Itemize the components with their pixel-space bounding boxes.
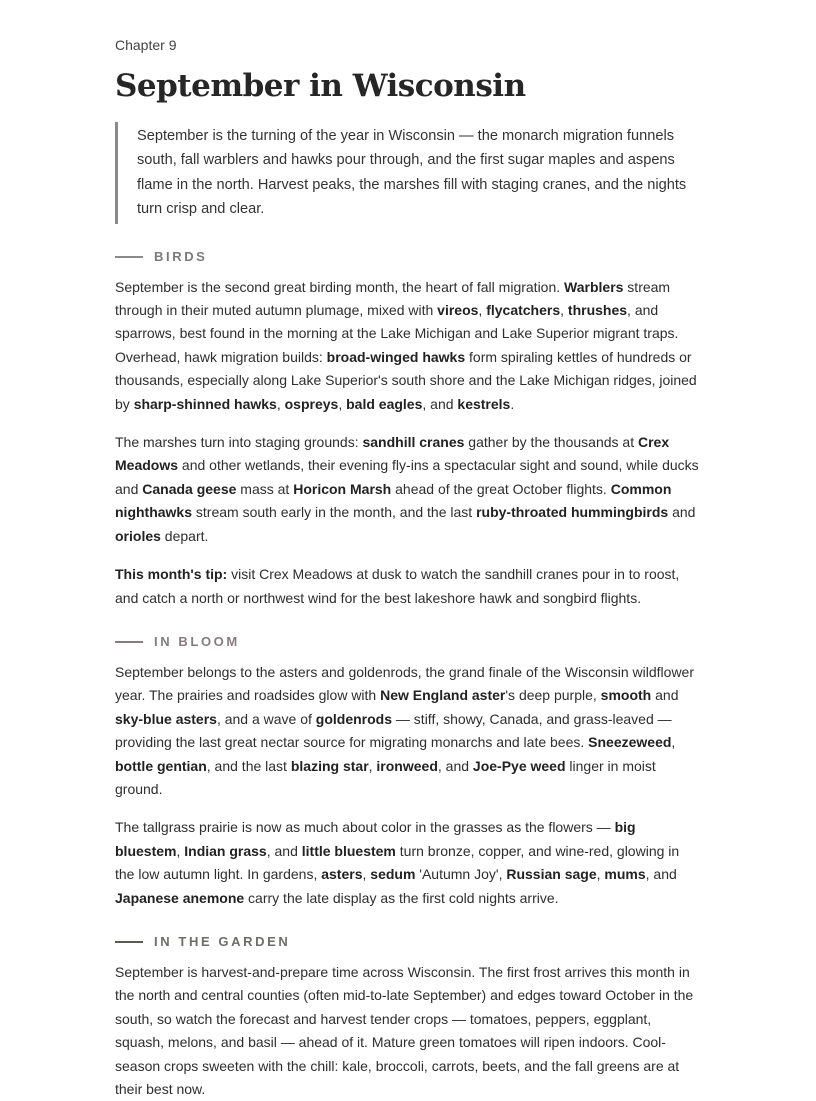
bold-term: Joe-Pye weed — [472, 757, 566, 774]
bold-term: big bluestem — [115, 819, 636, 859]
bold-term: Canada geese — [142, 480, 237, 497]
paragraph: September is the second great birding month, the heart of fall migration. Warblers stream through in their muted autumn plumage, mixed with vireos, flycatchers, thrushes, and sparrows, best found in the morning at the Lake Michigan and Lake Superior migrant traps. Overhead, hawk migration builds: broad-winged hawks form spiraling kettles of hundreds or thousands, especially along Lake Superior's south shore and the Lake Michigan ridges, joined by sharp-shinned hawks, ospreys, bald eagles, and kestrels. — [115, 278, 697, 412]
bold-term: Common nighthawks — [115, 480, 672, 521]
bold-term: This month's tip: — [115, 566, 228, 583]
bold-term: broad-winged hawks — [326, 348, 466, 365]
heading-rule — [115, 641, 143, 643]
section-heading-label: IN THE GARDEN — [154, 934, 291, 950]
bold-term: thrushes — [567, 302, 628, 319]
section-heading-in-the-garden — [115, 933, 701, 951]
paragraph: The tallgrass prairie is now as much about color in the grasses as the flowers — big bluestem, Indian grass, and little bluestem turn bronze, copper, and wine-red, glowing in the low autumn light. In gardens, asters, sedum 'Autumn Joy', Russian sage, mums, and Japanese anemone carry the late display as the first cold nights arrive. — [115, 819, 680, 906]
paragraph: September belongs to the asters and goldenrods, the grand finale of the Wisconsin wildflower year. The prairies and roadsides glow with New England aster's deep purple, smooth and sky-blue asters, and a wave of goldenrods — stiff, showy, Canada, and grass-leaved — providing the last great nectar source for migrating monarchs and late bees. Sneezeweed, bottle gentian, and the last blazing star, ironweed, and Joe-Pye weed linger in moist ground. — [115, 663, 695, 797]
section-heading-in-bloom — [115, 633, 701, 651]
bold-term: sedum — [370, 866, 416, 883]
bold-term: kestrels — [457, 395, 511, 412]
bold-term: Japanese anemone — [115, 889, 245, 906]
bold-term: bottle gentian — [115, 757, 207, 774]
bold-term: ruby-throated hummingbirds — [476, 504, 669, 521]
bold-term: Warblers — [564, 278, 624, 295]
bold-term: blazing star — [290, 757, 369, 774]
bold-term: sharp-shinned hawks — [133, 395, 277, 412]
tip-paragraph: This month's tip: visit Crex Meadows at dusk to watch the sandhill cranes pour in to roost, and catch a north or northwest wind for the best lakeshore hawk and songbird flights. — [115, 566, 680, 606]
bold-term: Horicon Marsh — [293, 480, 392, 497]
bold-term: little bluestem — [301, 842, 396, 859]
page-title: September in Wisconsin — [115, 68, 526, 104]
heading-rule — [115, 256, 143, 258]
bold-term: Sneezeweed — [588, 734, 672, 751]
bold-term: vireos — [437, 302, 479, 319]
paragraph: September is harvest-and-prepare time across Wisconsin. The first frost arrives this month in the north and central counties (often mid-to-late September) and edges toward October in the south, so watch the forecast and harvest tender crops — tomatoes, peppers, eggplant, squash, melons, and basil — ahead of it. Mature green tomatoes will ripen indoors. Cool-season crops sweeten with the chill: kale, broccoli, carrots, beets, and the fall greens are at their best now. — [115, 963, 694, 1097]
section-in-the-garden — [115, 933, 701, 1101]
bold-term: Crex Meadows — [115, 434, 670, 474]
paragraph: The marshes turn into staging grounds: sandhill cranes gather by the thousands at Crex Meadows and other wetlands, their evening fly-ins a spectacular sight and sound, while ducks and Canada geese mass at Horicon Marsh ahead of the great October flights. Common nighthawks stream south early in the month, and the last ruby-throated hummingbirds and orioles depart. — [115, 434, 699, 544]
bold-term: asters — [321, 866, 363, 883]
bold-term: Indian grass — [184, 842, 267, 859]
bold-term: New England aster — [380, 687, 506, 704]
heading-rule — [115, 941, 143, 943]
bold-term: orioles — [115, 527, 161, 544]
bold-term: sky-blue asters — [115, 710, 217, 727]
bold-term: mums — [604, 866, 646, 883]
bold-term: goldenrods — [315, 710, 393, 727]
section-in-bloom — [115, 633, 701, 910]
section-heading-label: IN BLOOM — [154, 634, 240, 650]
bold-term: smooth — [600, 687, 652, 704]
intro-blockquote: September is the turning of the year in Wisconsin — the monarch migration funnels south, fall warblers and hawks pour through, and the first sugar maples and aspens flame in the north. Harvest peaks, the marshes fill with staging cranes, and the nights turn crisp and clear. — [115, 122, 701, 224]
bold-term: sandhill cranes — [362, 434, 465, 451]
chapter-label: Chapter 9 — [115, 37, 177, 53]
bold-term: ospreys — [284, 395, 339, 412]
bold-term: flycatchers — [486, 302, 561, 319]
section-heading-label: BIRDS — [154, 249, 208, 265]
bold-term: bald eagles — [346, 395, 423, 412]
bold-term: ironweed — [376, 757, 438, 774]
bold-term: Russian sage — [506, 866, 597, 883]
section-birds — [115, 248, 701, 610]
section-heading-birds — [115, 248, 701, 266]
